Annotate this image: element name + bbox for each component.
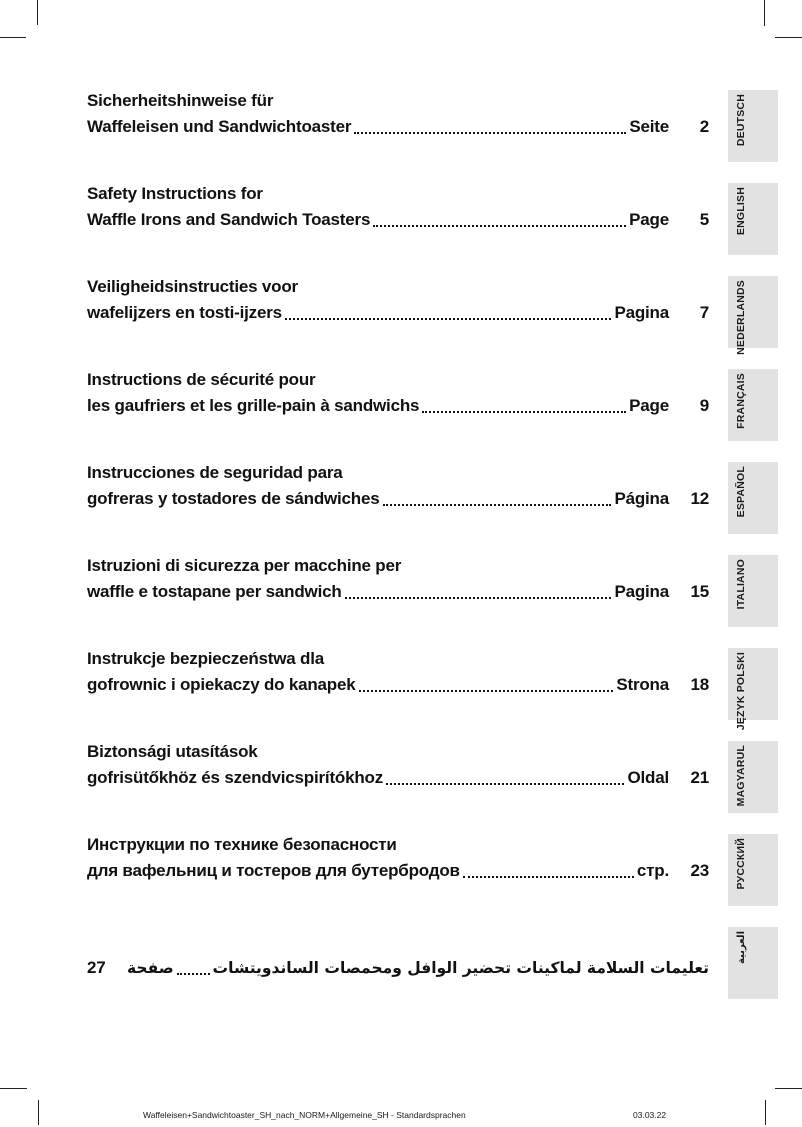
dot-leader bbox=[373, 225, 626, 227]
language-tab bbox=[728, 927, 778, 999]
toc-entry bbox=[87, 274, 709, 326]
language-tab bbox=[728, 648, 778, 731]
toc-entry-title-line1: Instrucciones de seguridad para bbox=[87, 463, 343, 482]
dot-leader bbox=[386, 783, 624, 785]
toc-entry bbox=[87, 88, 709, 140]
dot-leader bbox=[383, 504, 612, 506]
toc-entry bbox=[87, 646, 709, 698]
toc-entry-title-line2: تعليمات السلامة لماكينات تحضير الوافل ومحمصات الساندويتشات bbox=[212, 959, 709, 977]
language-tab bbox=[728, 90, 778, 162]
language-tab-label: FRANÇAIS bbox=[735, 373, 747, 429]
toc-entry bbox=[87, 553, 709, 605]
dot-leader bbox=[359, 690, 614, 692]
page-word: Pagina bbox=[614, 303, 669, 322]
crop-mark-top-left-vertical bbox=[37, 0, 38, 25]
crop-mark-top-left-horizontal bbox=[0, 37, 26, 38]
language-tab-label: MAGYARUL bbox=[735, 745, 747, 807]
toc-entry-line2 bbox=[87, 579, 709, 605]
toc-entry-title-line1: Veiligheidsinstructies voor bbox=[87, 277, 298, 296]
page-number: 12 bbox=[690, 489, 709, 508]
toc-entry bbox=[87, 460, 709, 512]
dot-leader bbox=[285, 318, 612, 320]
toc-entry-line2 bbox=[87, 672, 709, 698]
language-tab-label: РУССКИЙ bbox=[735, 838, 747, 890]
language-tab-label: JĘZYK POLSKI bbox=[735, 652, 747, 731]
language-tab-label: ENGLISH bbox=[735, 187, 747, 236]
page-number: 15 bbox=[690, 582, 709, 601]
footer-document-name: Waffeleisen+Sandwichtoaster_SH_nach_NORM+Allgemeine_SH - Standardsprachen bbox=[143, 1110, 466, 1120]
page-word: Page bbox=[629, 396, 669, 415]
toc-entry-title-line1: Instrukcje bezpieczeństwa dla bbox=[87, 649, 325, 668]
language-tab bbox=[728, 369, 778, 441]
page-number: 5 bbox=[699, 210, 709, 229]
page-number: 9 bbox=[699, 396, 709, 415]
page-word: صفحة bbox=[127, 959, 174, 977]
crop-mark-top-right-horizontal bbox=[775, 37, 802, 38]
toc-entry-title-line2: les gaufriers et les grille-pain à sandwichs bbox=[87, 396, 420, 415]
toc-entry-title-line2: Waffeleisen und Sandwichtoaster bbox=[87, 117, 352, 136]
language-tab bbox=[728, 183, 778, 255]
toc-entry-line2 bbox=[87, 486, 709, 512]
page-word: Strona bbox=[616, 675, 669, 694]
toc-entry-title-line2: gofreras y tostadores de sándwiches bbox=[87, 489, 380, 508]
language-tab-label: NEDERLANDS bbox=[735, 280, 747, 355]
toc-entry-title-line1: Istruzioni di sicurezza per macchine per bbox=[87, 556, 402, 575]
language-tab bbox=[728, 462, 778, 534]
crop-mark-top-right-vertical bbox=[764, 0, 765, 26]
crop-mark-bottom-right-horizontal bbox=[775, 1088, 802, 1089]
toc-entry-title-line1: Biztonsági utasítások bbox=[87, 742, 258, 761]
toc-entry-title-line2: gofrisütőkhöz és szendvicspirítókhoz bbox=[87, 768, 384, 787]
page-word: стр. bbox=[636, 861, 669, 880]
language-tab-label: ITALIANO bbox=[735, 559, 747, 610]
language-tab bbox=[728, 555, 778, 627]
language-tab-label: العربية bbox=[736, 931, 747, 964]
language-tab bbox=[728, 276, 778, 355]
page-word: Oldal bbox=[627, 768, 669, 787]
crop-mark-bottom-left-vertical bbox=[38, 1100, 39, 1125]
dot-leader bbox=[463, 876, 634, 878]
toc-entry-title-line1: Инструкции по технике безопасности bbox=[87, 835, 397, 854]
page-word: Pagina bbox=[614, 582, 669, 601]
toc-entry-line2 bbox=[87, 765, 709, 791]
page-word: Seite bbox=[629, 117, 669, 136]
crop-mark-bottom-left-horizontal bbox=[0, 1088, 27, 1089]
toc-entry bbox=[87, 955, 709, 981]
page-number: 2 bbox=[699, 117, 709, 136]
toc-entry-title-line2: wafelijzers en tosti-ijzers bbox=[87, 303, 282, 322]
page-number: 21 bbox=[690, 768, 709, 787]
language-tab bbox=[728, 834, 778, 906]
toc-entry-line2 bbox=[87, 114, 709, 140]
page-word: Page bbox=[629, 210, 669, 229]
toc-entry-title-line2: Waffle Irons and Sandwich Toasters bbox=[87, 210, 371, 229]
page-number: 18 bbox=[690, 675, 709, 694]
toc-entry-line2 bbox=[87, 300, 709, 326]
toc-entry bbox=[87, 832, 709, 884]
toc-entry-title-line1: Sicherheitshinweise für bbox=[87, 91, 274, 110]
crop-mark-bottom-right-vertical bbox=[765, 1100, 766, 1125]
toc-entry bbox=[87, 181, 709, 233]
toc-entry bbox=[87, 739, 709, 791]
language-tab-label: DEUTSCH bbox=[735, 94, 747, 147]
footer-date: 03.03.22 bbox=[633, 1110, 667, 1120]
page-word: Página bbox=[614, 489, 669, 508]
toc-entry-title-line2: waffle e tostapane per sandwich bbox=[87, 582, 342, 601]
toc-entry bbox=[87, 367, 709, 419]
toc-entry-title-line2: gofrownic i opiekaczy do kanapek bbox=[87, 675, 356, 694]
toc-entry-title-line1: Instructions de sécurité pour bbox=[87, 370, 316, 389]
toc-entry-line2 bbox=[87, 955, 709, 981]
page-number: 7 bbox=[699, 303, 709, 322]
dot-leader bbox=[345, 597, 612, 599]
dot-leader bbox=[177, 973, 210, 975]
toc-entry-title-line1: Safety Instructions for bbox=[87, 184, 263, 203]
toc-entry-line2 bbox=[87, 393, 709, 419]
toc-entry-line2 bbox=[87, 858, 709, 884]
language-tab bbox=[728, 741, 778, 813]
dot-leader bbox=[422, 411, 626, 413]
page-number: 23 bbox=[690, 861, 709, 880]
dot-leader bbox=[354, 132, 626, 134]
language-tab-label: ESPAÑOL bbox=[735, 466, 747, 518]
toc-entry-title-line2: для вафельниц и тостеров для бутербродов bbox=[87, 861, 460, 880]
toc-entry-line2 bbox=[87, 207, 709, 233]
page-number: 27 bbox=[87, 958, 106, 977]
